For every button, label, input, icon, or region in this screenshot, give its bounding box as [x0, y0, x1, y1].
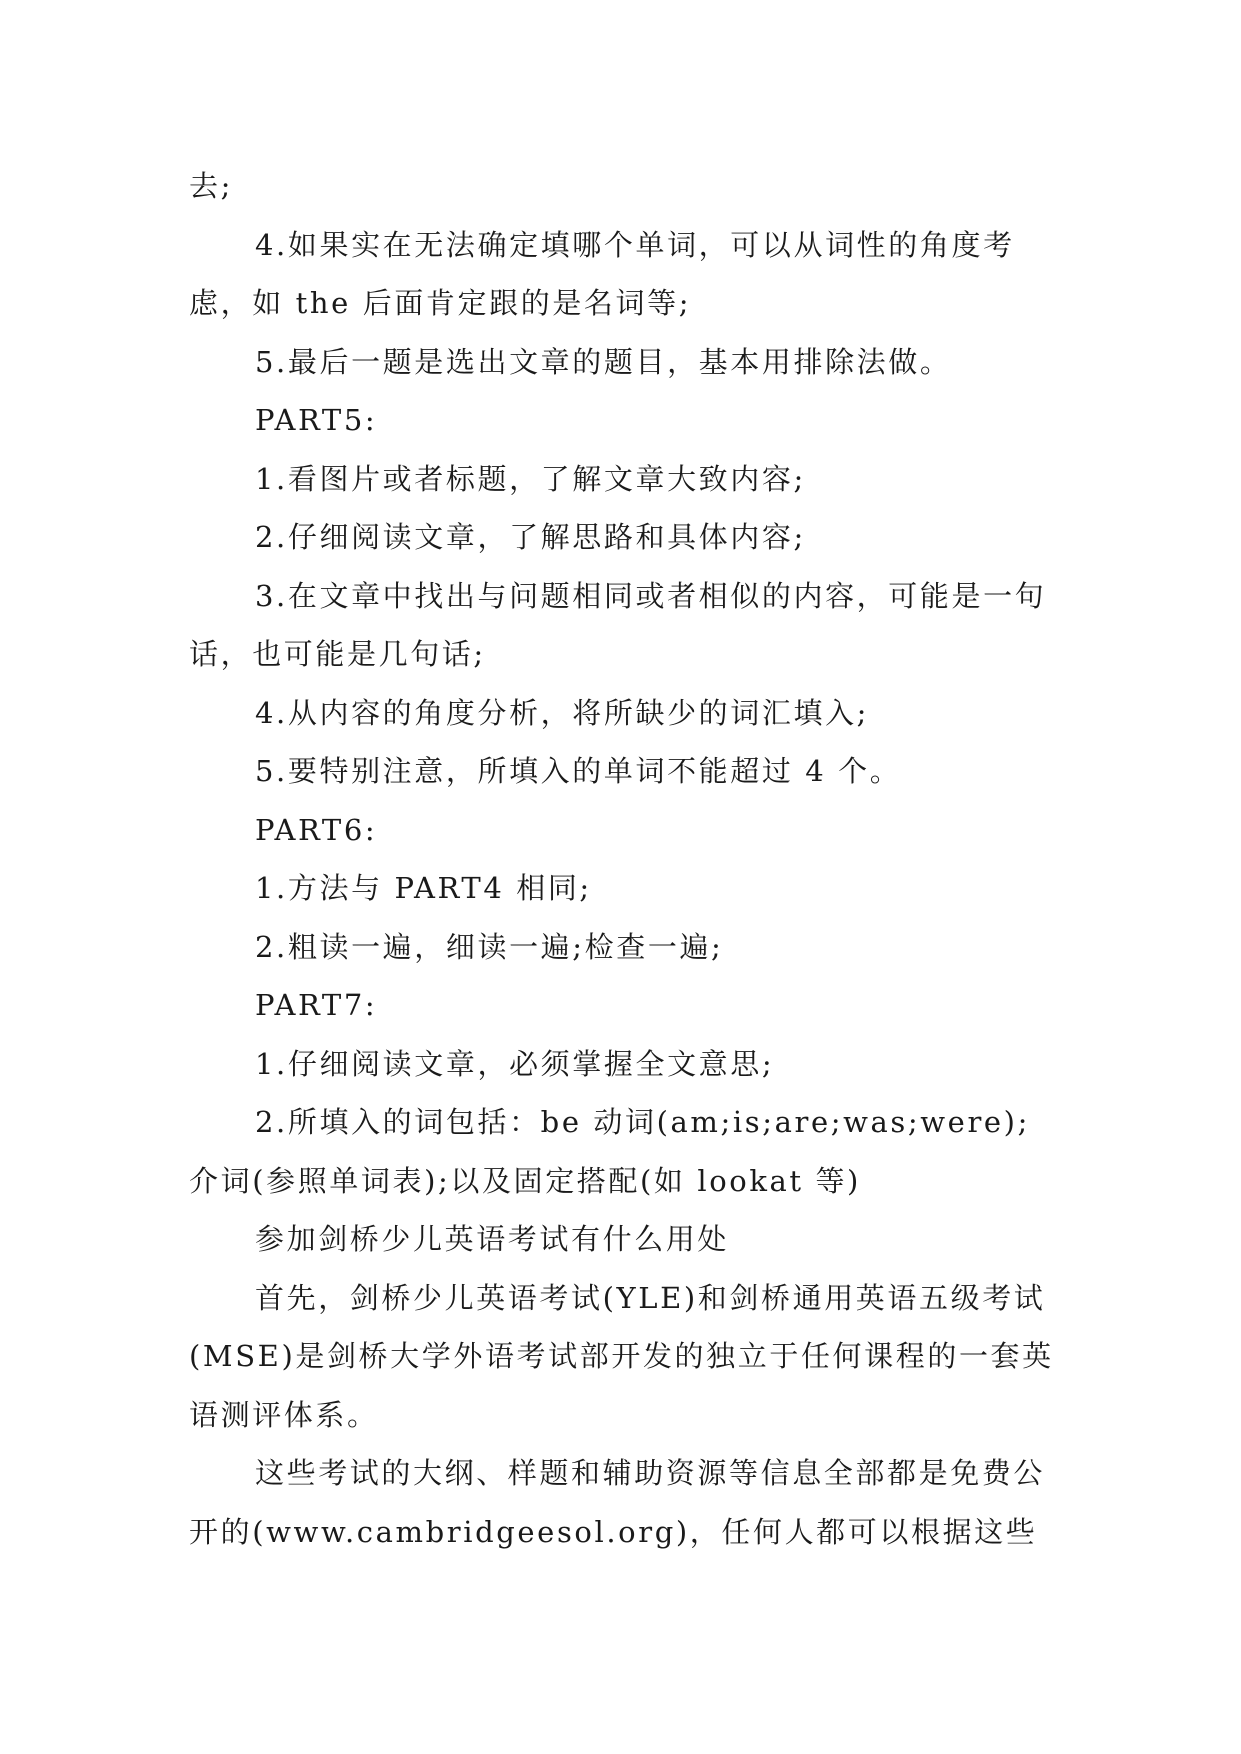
paragraph: 首先，剑桥少儿英语考试(YLE)和剑桥通用英语五级考试(MSE)是剑桥大学外语考试部开发的独立于任何课程的一套英语测评体系。: [189, 1280, 1054, 1432]
paragraph: 参加剑桥少儿英语考试有什么用处: [255, 1222, 730, 1256]
paragraph: 5.最后一题是选出文章的题目，基本用排除法做。: [255, 344, 952, 379]
document-body: [189, 157, 1055, 1561]
paragraph: 2.仔细阅读文章，了解思路和具体内容;: [255, 520, 806, 554]
paragraph: 2.粗读一遍，细读一遍;检查一遍;: [255, 929, 724, 964]
paragraph: 1.方法与 PART4 相同;: [255, 871, 592, 905]
section-heading: PART5:: [255, 403, 378, 437]
paragraph: 3.在文章中找出与问题相同或者相似的内容，可能是一句话，也可能是几句话;: [189, 578, 1047, 671]
paragraph: 这些考试的大纲、样题和辅助资源等信息全部都是免费公开的(www.cambridgeesol.org)，任何人都可以根据这些: [189, 1456, 1046, 1549]
paragraph: 5.要特别注意，所填入的单词不能超过 4 个。: [255, 754, 902, 788]
paragraph: 4.从内容的角度分析，将所缺少的词汇填入;: [255, 695, 870, 730]
paragraph: 4.如果实在无法确定填哪个单词，可以从词性的角度考虑，如 the 后面肯定跟的是名词等;: [189, 227, 1015, 320]
paragraph: 1.仔细阅读文章，必须掌握全文意思;: [255, 1046, 775, 1081]
section-heading: PART7:: [255, 988, 378, 1022]
paragraph: 去;: [189, 169, 233, 203]
paragraph: 2.所填入的词包括：be 动词(am;is;are;was;were);介词(参照单词表);以及固定搭配(如 lookat 等): [189, 1105, 1030, 1198]
section-heading: PART6:: [255, 812, 378, 847]
paragraph: 1.看图片或者标题，了解文章大致内容;: [255, 461, 806, 496]
